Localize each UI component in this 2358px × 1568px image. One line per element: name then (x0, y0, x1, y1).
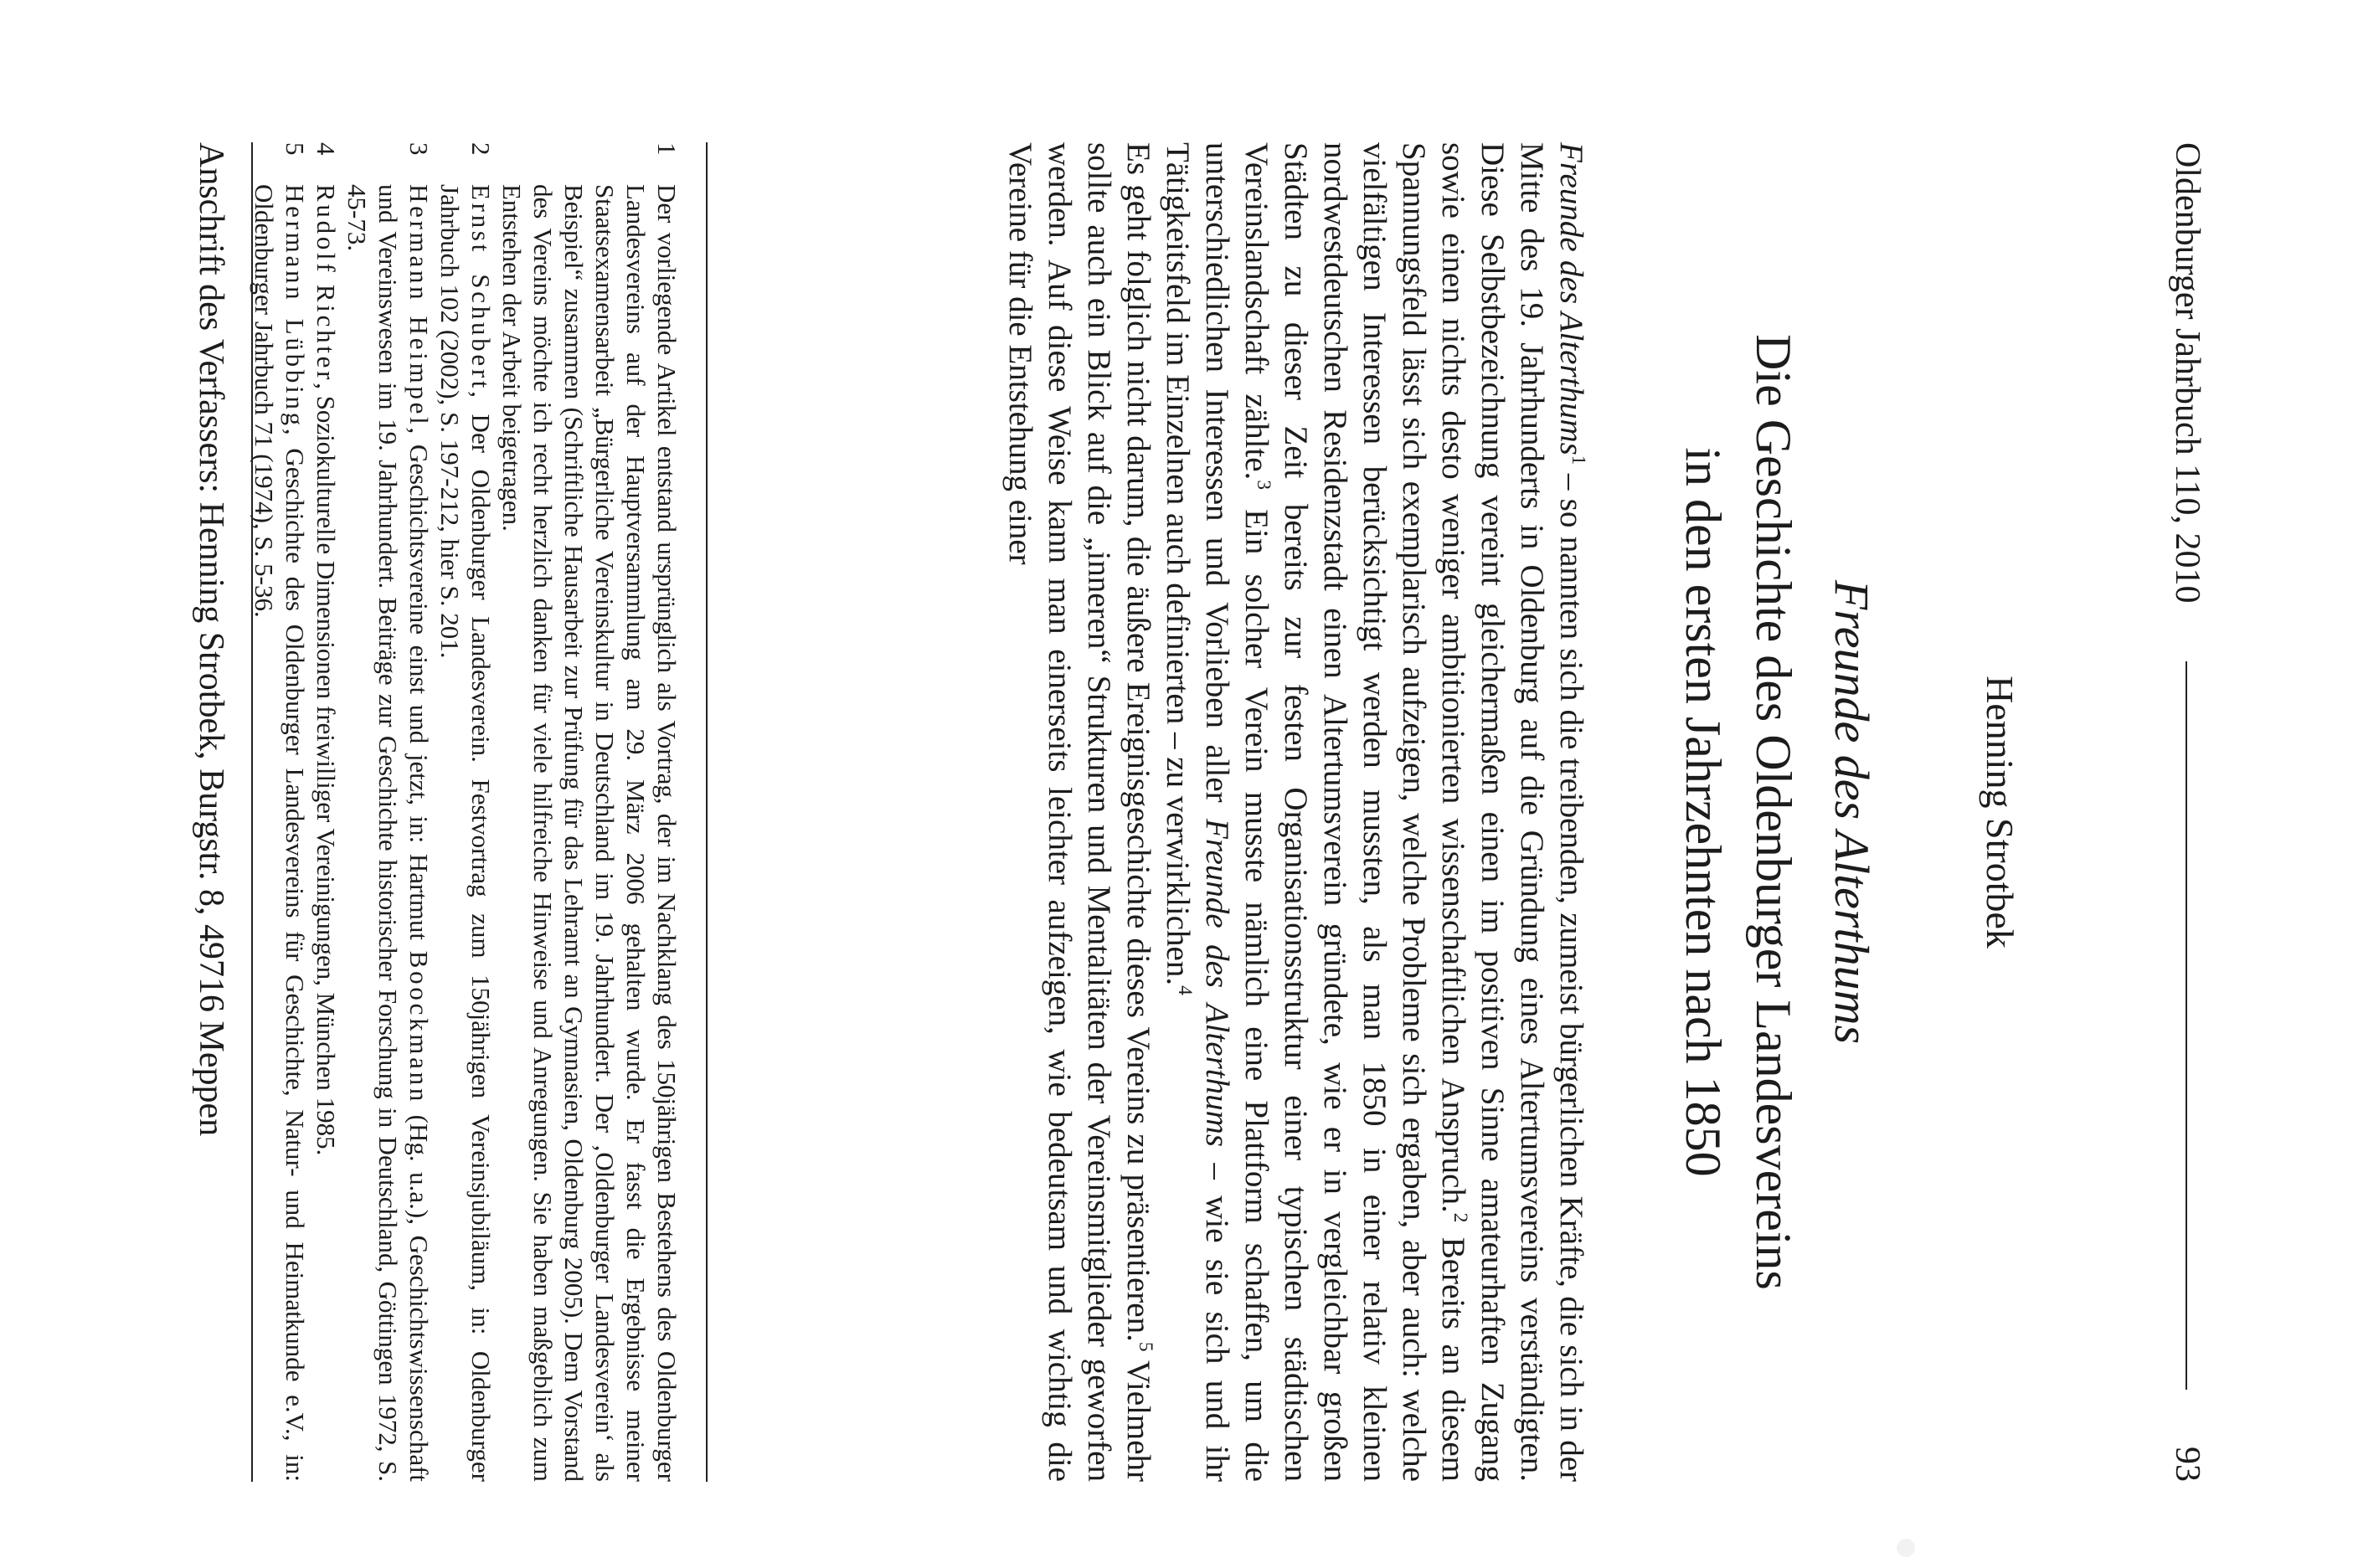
footnote-number: 4 (311, 142, 341, 156)
address-separator (251, 142, 253, 1482)
body-text-span: – wie sie sich und ihr Tätigkeitsfeld im Einzelnen auch definierten – zu verwirklichen. (1160, 142, 1235, 1483)
body-text-span: Bereits an diesem Spannungsfeld lässt sich exemplarisch aufzeigen, welche Probleme sich ergaben, aber auch: welche vielfältigen Interessen berücksichtigt werden mussten, als man 1850 in einer relativ kleinen nordwestdeutschen Residenzstadt einen Altertumsverein gründete, wie er in vergleichbar großen Städten zu dieser Zeit bereits zur festen Organisationsstruktur einer typischen städtischen Vereinslandschaft zählte. (1238, 142, 1471, 1482)
footnote-text: , Soziokulturelle Dimensionen freiwilliger Vereinigungen, München 1985. (311, 383, 341, 1156)
footnote-2 (435, 142, 497, 1482)
footnote-text: , Geschichte des Oldenburger Landesvereins für Geschichte, Natur- und Heimatkunde e.V., in: Oldenburger Jahrbuch 71 (1974), S. 5-36. (250, 184, 310, 1482)
footnote-5 (249, 142, 311, 1482)
footnote-text: , Geschichtsvereine einst und jetzt, in: Hartmut (404, 427, 434, 951)
journal-page (167, 142, 2211, 1482)
footnote-text: , Der Oldenburger Landesverein. Festvortrag zum 150jährigen Vereinsjubiläum, in: Oldenburger Jahrbuch 102 (2002), S. 197-212, hier S. 201. (435, 184, 496, 1483)
article-title-italic: Freunde des Alterthums (1825, 579, 1879, 1045)
footnote-1 (497, 142, 682, 1482)
cited-author: Rudolf Richter (311, 184, 341, 383)
footnote-3 (342, 142, 435, 1482)
footnotes (249, 142, 682, 1482)
body-text-span: – so nannten sich die treibenden, zumeist bürgerlichen Kräfte, die sich in der Mitte des 19. Jahrhunderts in Oldenburg auf die Gründung eines Altertumsvereins verständigten. Diese Selbstbezeichnung vereint gleichermaßen einen im positiven Sinne amateurhaften Zugang sowie einen nichts desto weniger ambitionierten wissenschaftlichen Anspruch. (1435, 142, 1589, 1482)
header-rule (2186, 661, 2187, 1390)
running-header (2164, 142, 2211, 1482)
article-title-line-2: in den ersten Jahrzehnten nach 1850 (1676, 447, 1731, 1177)
footnote-ref: 1 (1568, 455, 1589, 465)
article-title (1668, 142, 1809, 1482)
body-text (1001, 142, 1591, 1482)
footnote-separator (706, 142, 708, 1482)
cited-editor: Boockmann (404, 950, 434, 1105)
body-text-span: Es geht folglich nicht darum, die äußere Ereignisgeschichte dieses Vereins zu präsentieren. (1120, 142, 1156, 1342)
journal-citation: Oldenburger Jahrbuch 110, 2010 (2168, 142, 2206, 604)
body-text-span: Vielmehr sollte auch ein Blick auf die „inneren“ Strukturen und Mentalitäten der Vereinsmitglieder geworfen werden. Auf diese Weise kann man einerseits leichter aufzeigen, wie bedeutsam und wichtig die Vereine für die Entstehung einer (1002, 142, 1156, 1482)
footnote-number: 5 (281, 142, 310, 156)
footnote-ref: 5 (1135, 1341, 1156, 1352)
italic-phrase: Freunde des Alterthums (1199, 819, 1235, 1147)
footnote-4 (311, 142, 342, 1482)
author-name: Henning Strotbek (1979, 676, 2021, 949)
cited-author: Hermann Lübbing (281, 184, 310, 429)
body-paragraph-2 (1001, 142, 1158, 1482)
footnote-ref: 4 (1174, 985, 1196, 995)
footnote-number: 3 (404, 142, 434, 156)
body-paragraph-1 (1158, 142, 1591, 1482)
footnote-number: 1 (652, 142, 682, 156)
footnote-ref: 2 (1449, 1212, 1471, 1223)
italic-phrase: Freunde des Alterthums (1553, 142, 1589, 455)
punch-hole-mark (1897, 1539, 1915, 1557)
footnote-ref: 3 (1253, 480, 1274, 491)
page-number: 93 (2168, 1447, 2206, 1482)
body-text-span: Ein solcher Verein musste nämlich eine Plattform schaffen, um die unterschiedlichen Interessen und Vorlieben aller (1199, 142, 1274, 1482)
footnote-number: 2 (466, 142, 496, 156)
footnote-text: Der vorliegende Artikel entstand ursprünglich als Vortrag, der im Nachklang des 150jährigen Bestehens des Oldenburger Landesvereins auf der Hauptversammlung am 29. März 2006 gehalten wurde. Er fasst die Ergebnisse meiner Staatsexamensarbeit „Bürgerliche Vereinskultur in Deutschland im 19. Jahrhundert. Der ‚Oldenburger Landesverein‘ als Beispiel“ zusammen (Schriftliche Hausarbeit zur Prüfung für das Lehramt an Gymnasien, Oldenburg 2005). Dem Vorstand des Vereins möchte ich recht herzlich danken für viele hilfreiche Hinweise und Anregungen. Sie haben maßgeblich zum Entstehen der Arbeit beigetragen. (497, 184, 682, 1482)
article-title-line-1: Die Geschichte des Oldenburger Landesvereins (1746, 334, 1801, 1290)
cited-author: Ernst Schubert (466, 184, 496, 392)
cited-author: Hermann Heimpel (404, 184, 434, 428)
footnote-text: (Hg. u.a.), Geschichtswissenschaft und Vereinswesen im 19. Jahrhundert. Beiträge zur Geschichte historischer Forschung in Deutschland, Göttingen 1972, S. 45-73. (342, 184, 434, 1483)
author-address: Anschrift des Verfassers: Henning Strotbek, Burgstr. 8, 49716 Meppen (192, 142, 230, 1137)
